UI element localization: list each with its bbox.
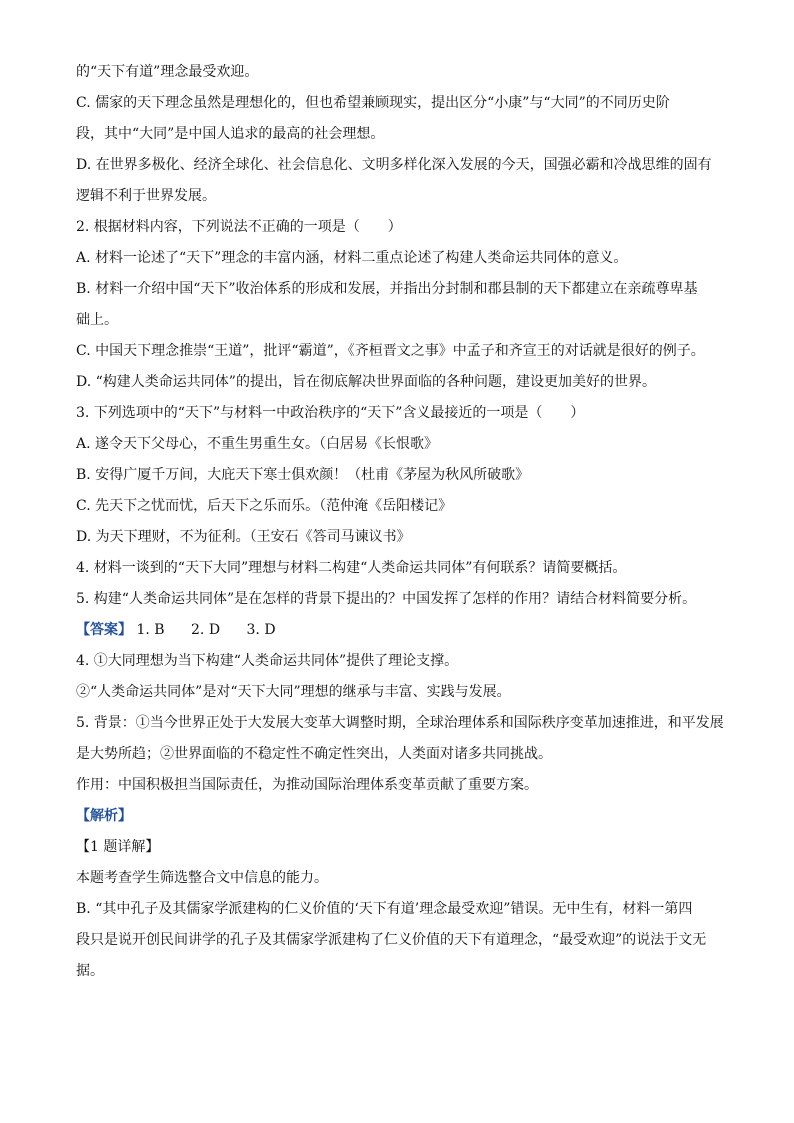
- analysis-line: 段只是说开创民间讲学的孔子及其儒家学派建构了仁义价值的天下有道理念，“最受欢迎”的说法于文无: [76, 932, 707, 948]
- q2-option-d: D. “构建人类命运共同体”的提出，旨在彻底解决世界面临的各种问题，建设更加美好的世界。: [76, 374, 656, 390]
- q2-option-a: A. 材料一论述了“天下”理念的丰富内涵，材料二重点论述了构建人类命运共同体的意义。: [76, 250, 628, 266]
- answer-line: 5. 背景：①当今世界正处于大发展大变革大调整时期，全球治理体系和国际秩序变革加速推进，和平发展: [76, 715, 724, 731]
- question-3: 3. 下列选项中的“天下”与材料一中政治秩序的“天下”含义最接近的一项是（ ）: [76, 405, 585, 421]
- option-c-line: C. 儒家的天下理念虽然是理想化的，但也希望兼顾现实，提出区分“小康”与“大同”的不同历史阶: [76, 95, 670, 111]
- answer-item-3: 3. D: [246, 622, 276, 638]
- answer-line: 作用：中国积极担当国际责任，为推动国际治理体系变革贡献了重要方案。: [76, 777, 538, 793]
- document-page: [76, 62, 724, 992]
- answer-line: 4. ①大同理想为当下构建“人类命运共同体”提供了理论支撑。: [76, 653, 459, 669]
- q3-option-c: C. 先天下之忧而忧，后天下之乐而乐。（范仲淹《岳阳楼记》: [76, 498, 453, 514]
- q3-option-a: A. 遂令天下父母心，不重生男重生女。（白居易《长恨歌》: [76, 436, 439, 452]
- option-d-line: D. 在世界多极化、经济全球化、社会信息化、文明多样化深入发展的今天，国强必霸和冷战思维的固有: [76, 157, 712, 173]
- question-5: 5. 构建“人类命运共同体”是在怎样的背景下提出的？中国发挥了怎样的作用？请结合材料简要分析。: [76, 591, 697, 607]
- analysis-tag: 【解析】: [76, 808, 132, 824]
- analysis-line: 据。: [76, 963, 104, 979]
- analysis-subhead: 【1 题详解】: [76, 839, 160, 855]
- q2-option-c: C. 中国天下理念推崇“王道”，批评“霸道”，《齐桓晋文之事》中孟子和齐宣王的对话就是很好的例子。: [76, 343, 705, 359]
- answer-item-2: 2. D: [191, 622, 221, 638]
- q3-option-d: D. 为天下理财，不为征利。（王安石《答司马谏议书》: [76, 529, 411, 545]
- answer-line: 是大势所趋；②世界面临的不稳定性不确定性突出，人类面对诸多共同挑战。: [76, 746, 552, 762]
- text-line: 的“天下有道”理念最受欢迎。: [76, 64, 259, 80]
- answer-row: [76, 620, 716, 640]
- q2-option-b: B. 材料一介绍中国“天下”收治体系的形成和发展，并指出分封制和郡县制的天下都建立在亲疏尊卑基: [76, 281, 698, 297]
- question-4: 4. 材料一谈到的“天下大同”理想与材料二构建“人类命运共同体”有何联系？请简要概括。: [76, 560, 627, 576]
- answer-tag: 【答案】: [76, 622, 132, 638]
- q3-option-b: B. 安得广厦千万间，大庇天下寒士俱欢颜！（杜甫《茅屋为秋风所破歌》: [76, 467, 530, 483]
- text-line: 础上。: [76, 312, 118, 328]
- text-line: 逻辑不利于世界发展。: [76, 188, 216, 204]
- answer-item-1: 1. B: [136, 622, 165, 638]
- question-2: 2. 根据材料内容，下列说法不正确的一项是（ ）: [76, 219, 402, 235]
- analysis-line: 本题考查学生筛选整合文中信息的能力。: [76, 870, 328, 886]
- text-line: 段，其中“大同”是中国人追求的最高的社会理想。: [76, 126, 385, 142]
- analysis-heading: [76, 806, 716, 826]
- analysis-line: B. “其中孔子及其儒家学派建构的仁义价值的‘天下有道’理念最受欢迎”错误。无中生有，材料一第四: [76, 901, 693, 917]
- answer-line: ②“人类命运共同体”是对“天下大同”理想的继承与丰富、实践与发展。: [76, 684, 511, 700]
